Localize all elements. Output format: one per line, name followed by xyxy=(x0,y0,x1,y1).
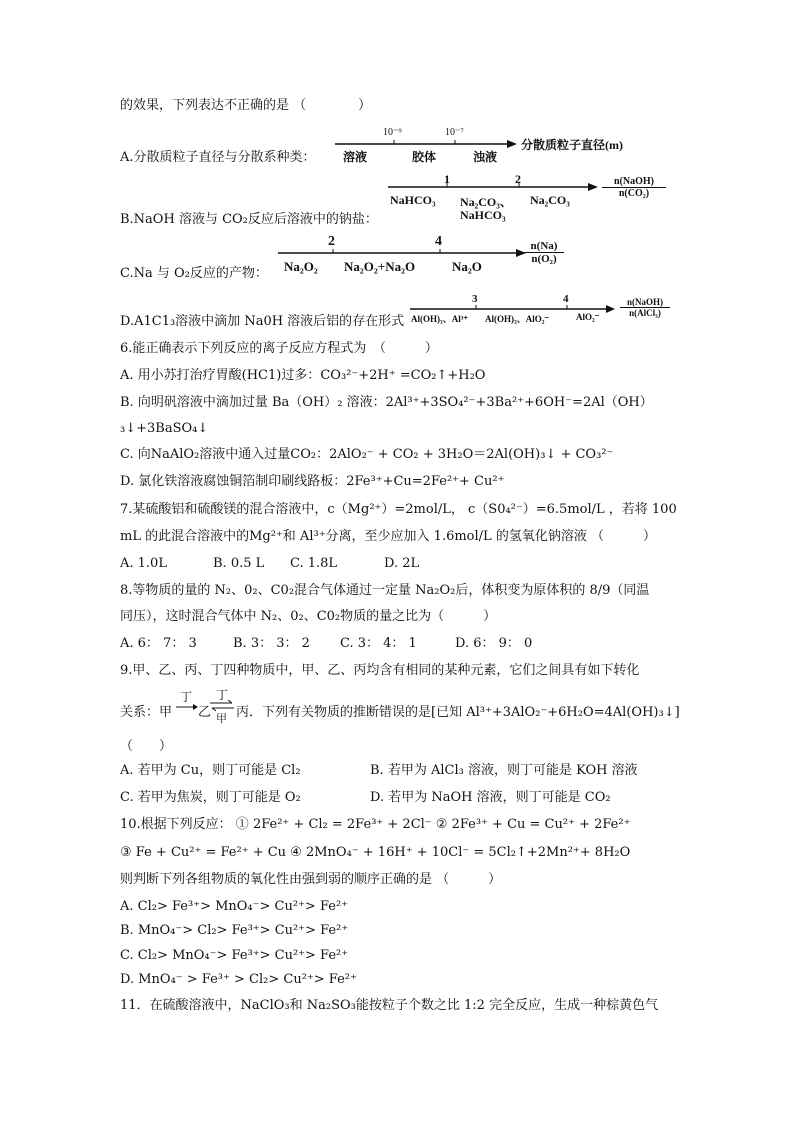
q8-line2: 同压），这时混合气体中 N₂、0₂、C0₂物质的量之比为（ ） xyxy=(120,609,497,624)
axis-d-ratio-num: n(NaOH) xyxy=(627,297,663,307)
q9-rel-ding2: 丁 xyxy=(216,688,229,702)
axis-d-tick-2: 4 xyxy=(563,293,569,305)
q5-option-d-axis xyxy=(410,293,672,327)
axis-b-region-2: Na₂CO₃、 xyxy=(460,195,512,209)
q10-option-c: C. Cl₂> MnO₄⁻> Fe³⁺> Cu²⁺> Fe²⁺ xyxy=(120,948,349,963)
q9-option-c: C. 若甲为焦炭，则丁可能是 O₂ xyxy=(120,790,301,805)
q6-option-c: C. 向NaAlO₂溶液中通入过量CO₂：2AlO₂⁻ + CO₂ + 3H₂O＝2Al(OH)₃↓ + CO₃²⁻ xyxy=(120,447,614,462)
q10-option-b: B. MnO₄⁻> Cl₂> Fe³⁺> Cu²⁺> Fe²⁺ xyxy=(120,923,349,938)
q9-option-b: B. 若甲为 AlCl₃ 溶液，则丁可能是 KOH 溶液 xyxy=(370,763,638,778)
axis-a-region-2: 胶体 xyxy=(412,150,437,164)
q8-option-a: A. 6： 7： 3 xyxy=(120,636,197,651)
axis-d-region-2: Al(OH)₃、AlO₂⁻ xyxy=(485,314,550,324)
q9-rel-prefix: 关系：甲 xyxy=(120,705,173,720)
q7-option-d: D. 2L xyxy=(384,556,420,571)
q9-line1: 9.甲、乙、丙、丁四种物质中，甲、乙、丙均含有相同的某种元素，它们之间具有如下转化 xyxy=(120,663,640,678)
q5-option-b-label: B.NaOH 溶液与 CO₂反应后溶液中的钠盐： xyxy=(120,212,378,227)
q6-option-b-cont: ₃↓+3BaSO₄↓ xyxy=(120,421,209,436)
arrow-right-icon xyxy=(176,702,198,712)
axis-a-region-1: 溶液 xyxy=(343,150,368,164)
q8-option-b: B. 3： 3： 2 xyxy=(233,636,310,651)
q9-option-d: D. 若甲为 NaOH 溶液，则丁可能是 CO₂ xyxy=(370,790,611,805)
axis-c-region-2: Na₂O₂+Na₂O xyxy=(344,259,416,274)
q5-option-c-axis xyxy=(278,232,578,278)
axis-d-ratio xyxy=(620,297,670,318)
q6-option-b: B. 向明矾溶液中滴加过量 Ba（OH）₂ 溶液：2Al³⁺+3SO₄²⁻+3Ba²⁺+6OH⁻=2Al（OH） xyxy=(120,395,653,410)
axis-c-tick-2: 4 xyxy=(435,234,442,249)
q6-option-a: A. 用小苏打治疗胃酸(HC1)过多：CO₃²⁻+2H⁺ =CO₂↑+H₂O xyxy=(120,368,486,383)
q7-option-b: B. 0.5 L xyxy=(213,556,265,571)
axis-c-ratio-den: n(O₂) xyxy=(524,252,564,265)
q11-line1: 11．在硫酸溶液中，NaClO₃和 Na₂SO₃能按粒子个数之比 1:2 完全反应，生成一种棕黄色气 xyxy=(120,998,659,1013)
q5-option-b-axis xyxy=(388,172,678,224)
axis-b-tick-2: 2 xyxy=(515,172,521,186)
axis-c-region-3: Na₂O xyxy=(452,259,482,274)
axis-b-tick-1: 1 xyxy=(444,172,450,186)
q10-line1: 10.根据下列反应： ① 2Fe²⁺ + Cl₂ = 2Fe³⁺ + 2Cl⁻ ② 2Fe³⁺ + Cu = Cu²⁺ + 2Fe²⁺ xyxy=(120,817,631,832)
axis-c-region-1: Na₂O₂ xyxy=(284,259,318,274)
q9-rel-jia: 甲 xyxy=(216,712,227,725)
axis-b-region-2b: NaHCO₃ xyxy=(460,208,506,222)
q10-option-d: D. MnO₄⁻ > Fe³⁺ > Cl₂> Cu²⁺> Fe²⁺ xyxy=(120,972,357,987)
q10-stem: 则判断下列各组物质的氧化性由强到弱的顺序正确的是 （ ） xyxy=(120,872,502,887)
axis-a-region-3: 浊液 xyxy=(473,150,498,164)
q7-option-a: A. 1.0L xyxy=(120,556,167,571)
axis-a-label: 分散质粒子直径(m) xyxy=(521,138,623,152)
q8-line1: 8.等物质的量的 N₂、0₂、C0₂混合气体通过一定量 Na₂O₂后，体积变为原体积的 8/9（同温 xyxy=(120,583,650,598)
axis-b-ratio-num: n(NaOH) xyxy=(614,176,654,187)
question-intro: 的效果，下列表达不正确的是 （ ） xyxy=(120,98,372,113)
q9-rel-suffix: 丙．下列有关物质的推断错误的是[已知 Al³⁺+3AlO₂⁻+6H₂O=4Al(OH)₃↓] xyxy=(236,705,680,720)
axis-b-ratio xyxy=(602,176,666,199)
axis-c-ratio xyxy=(524,240,564,265)
q9-rel-yi: 乙 xyxy=(198,705,212,720)
axis-d-tick-1: 3 xyxy=(472,293,478,305)
q5-option-a-axis xyxy=(335,124,665,164)
q6-option-d: D. 氯化铁溶液腐蚀铜箔制印刷线路板：2Fe³⁺+Cu=2Fe²⁺+ Cu²⁺ xyxy=(120,474,505,489)
q7-line2: mL 的此混合溶液中的Mg²⁺和 Al³⁺分离，至少应加入 1.6mol/L 的氢氧化钠溶液 （ ） xyxy=(120,529,656,544)
q9-rel-ding1: 丁 xyxy=(180,690,193,704)
axis-b-region-3: Na₂CO₃ xyxy=(530,193,570,207)
axis-b-ratio-den: n(CO₂) xyxy=(602,187,666,199)
axis-d-ratio-den: n(AlCl₃) xyxy=(620,307,670,318)
axis-a-tick-1: 10⁻⁹ xyxy=(383,127,402,138)
q9-paren: （ ） xyxy=(120,739,173,754)
q7-line1: 7.某硫酸铝和硫酸镁的混合溶液中，c（Mg²⁺）=2mol/L， c（S0₄²⁻）=6.5mol/L ，若将 100 xyxy=(120,502,677,517)
q5-option-a-label: A.分散质粒子直径与分散系种类： xyxy=(120,150,316,165)
q9-relation-line xyxy=(120,688,680,725)
axis-a-tick-2: 10⁻⁷ xyxy=(445,127,464,138)
q5-option-d-label: D.A1C1₃溶液中滴加 Na0H 溶液后铝的存在形式 xyxy=(120,314,405,329)
q8-option-c: C. 3： 4： 1 xyxy=(340,636,417,651)
axis-c-ratio-num: n(Na) xyxy=(530,240,558,252)
q8-option-d: D. 6： 9： 0 xyxy=(455,636,533,651)
q10-option-a: A. Cl₂> Fe³⁺> MnO₄⁻> Cu²⁺> Fe²⁺ xyxy=(120,899,349,914)
axis-d-region-3: AlO₂⁻ xyxy=(576,312,600,322)
q10-line2: ③ Fe + Cu²⁺ = Fe²⁺ + Cu ④ 2MnO₄⁻ + 16H⁺ + 10Cl⁻ = 5Cl₂↑+2Mn²⁺+ 8H₂O xyxy=(120,845,631,860)
q5-option-c-label: C.Na 与 O₂反应的产物： xyxy=(120,266,268,281)
axis-b-region-1: NaHCO₃ xyxy=(390,193,436,207)
axis-d-region-1: Al(OH)₃、Al³⁺ xyxy=(411,314,469,324)
q7-option-c: C. 1.8L xyxy=(290,556,338,571)
q6-stem: 6.能正确表示下列反应的离子反应方程式为 （ ） xyxy=(120,341,438,356)
axis-c-tick-1: 2 xyxy=(328,234,335,249)
q9-option-a: A. 若甲为 Cu，则丁可能是 Cl₂ xyxy=(120,763,301,778)
